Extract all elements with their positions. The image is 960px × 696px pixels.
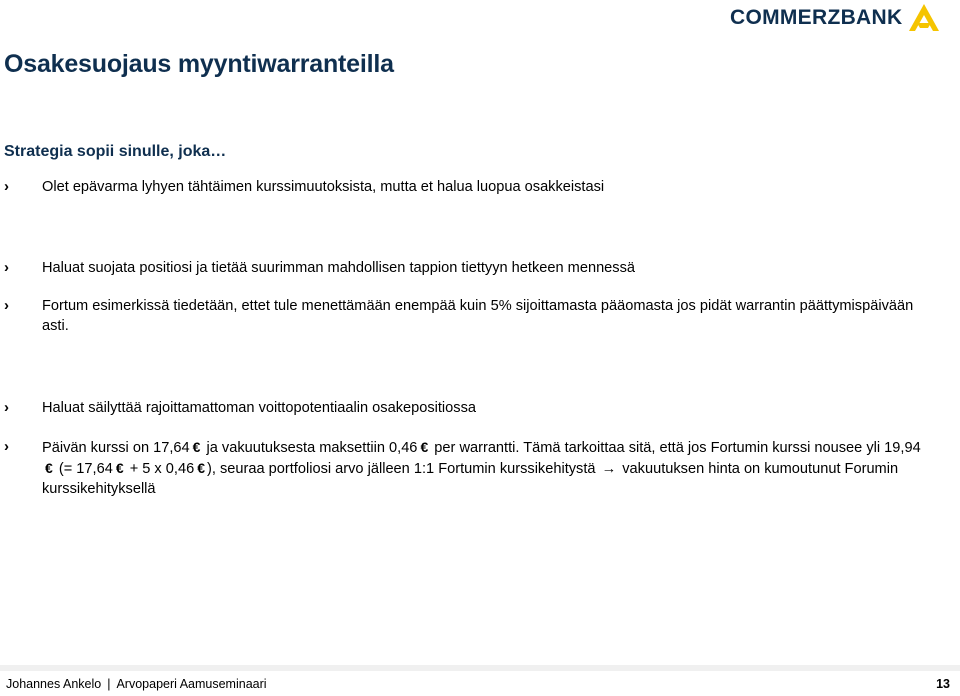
chevron-right-icon: › xyxy=(4,438,9,455)
bullet-text xyxy=(42,437,924,499)
chevron-right-icon: › xyxy=(4,399,9,416)
footer-info xyxy=(6,677,267,691)
euro-icon: € xyxy=(197,460,205,476)
bullet-text: Haluat säilyttää rajoittamattoman voittopotentiaalin osakepositiossa xyxy=(42,400,477,416)
chevron-right-icon: › xyxy=(4,297,9,314)
footer-author: Johannes Ankelo xyxy=(6,677,102,691)
euro-icon: € xyxy=(115,460,124,476)
page-number: 13 xyxy=(936,677,950,691)
bullet-text-part: vakuutuksen hinta on kumoutunut Forumin kurssikehityksellä xyxy=(42,461,899,497)
euro-icon: € xyxy=(45,460,53,476)
bullet-text-part: ), seuraa portfoliosi arvo jälleen 1:1 Fortumin kurssikehitystä xyxy=(207,461,596,477)
footer-separator: | xyxy=(107,677,111,691)
slide-footer xyxy=(0,665,960,696)
euro-icon: € xyxy=(420,439,429,455)
bullet-item xyxy=(4,258,924,278)
bullet-text-part: per warrantti. Tämä tarkoittaa sitä, että jos Fortumin kurssi nousee yli 19,94 xyxy=(434,440,921,456)
chevron-right-icon: › xyxy=(4,259,9,276)
chevron-right-icon: › xyxy=(4,178,9,195)
footer-event: Arvopaperi Aamuseminaari xyxy=(116,677,267,691)
bullet-text: Olet epävarma lyhyen tähtäimen kurssimuutoksista, mutta et halua luopua osakkeistasi xyxy=(42,179,605,195)
bullet-text-part: ja vakuutuksesta maksettiin 0,46 xyxy=(206,440,418,456)
bullet-text-part: (= 17,64 xyxy=(58,461,113,477)
commerzbank-logo xyxy=(730,2,940,34)
bullet-item xyxy=(4,398,924,418)
slide-title: Osakesuojaus myyntiwarranteilla xyxy=(4,50,394,78)
bullet-text: Fortum esimerkissä tiedetään, ettet tule menettämään enempää kuin 5% sijoittamasta pääomasta jos pidät warrantin päättymispäivään asti. xyxy=(42,298,914,334)
slide-subheading: Strategia sopii sinulle, joka… xyxy=(4,143,227,160)
commerzbank-ribbon-icon xyxy=(908,3,940,33)
bullet-item xyxy=(4,177,924,197)
bullet-item xyxy=(4,296,924,336)
bullet-text: Haluat suojata positiosi ja tietää suurimman mahdollisen tappion tiettyyn hetkeen mennessä xyxy=(42,260,636,276)
footer-divider xyxy=(0,665,960,671)
bullet-text-part: Päivän kurssi on 17,64 xyxy=(42,440,190,456)
bullet-text-part: + 5 x 0,46 xyxy=(129,461,195,477)
euro-icon: € xyxy=(192,439,201,455)
bullet-item xyxy=(4,437,924,499)
logo-wordmark: COMMERZBANK xyxy=(730,6,903,29)
arrow-right-icon: → xyxy=(601,461,617,477)
